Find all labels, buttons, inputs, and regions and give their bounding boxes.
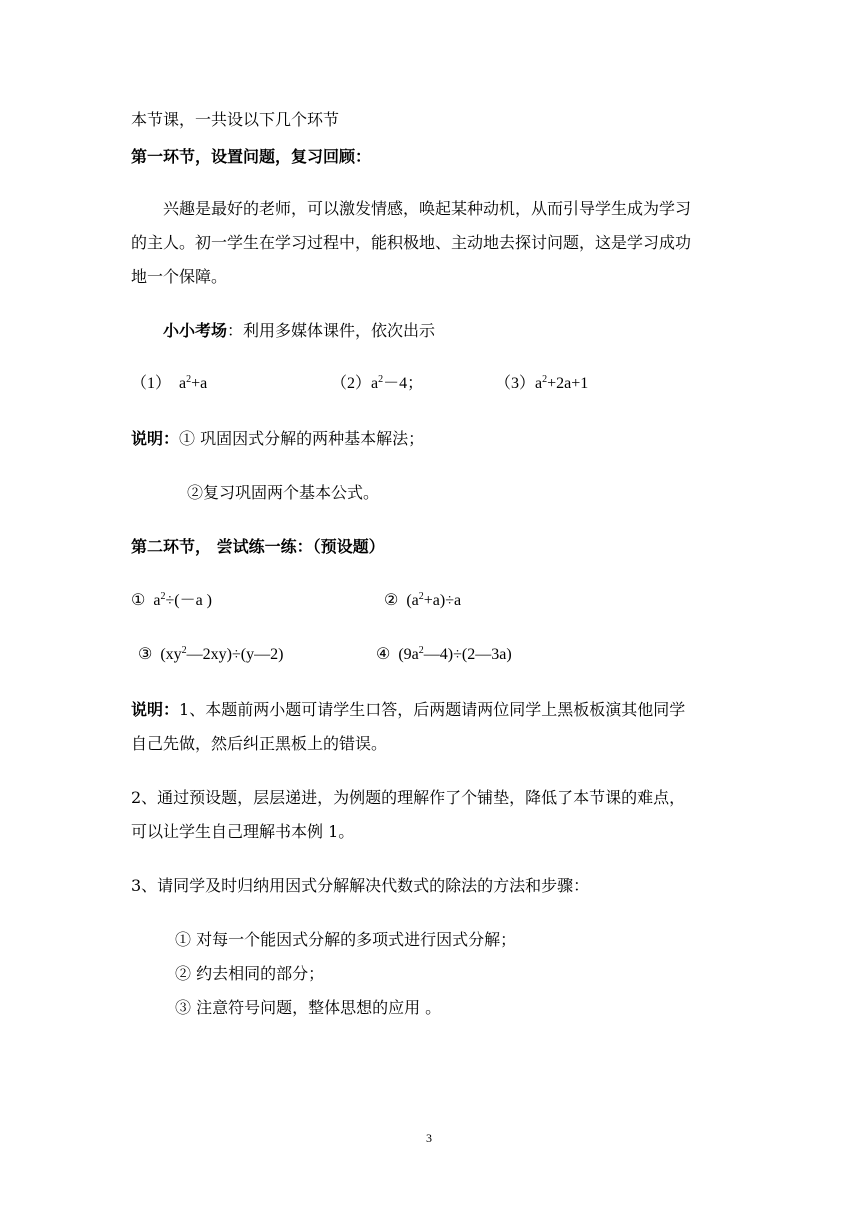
note3-line-1: 2、通过预设题，层层递进，为例题的理解作了个铺垫，降低了本节课的难点，: [131, 788, 686, 807]
step-1: ① 对每一个能因式分解的多项式进行因式分解；: [175, 930, 517, 949]
quiz-item-3: $(3)a^2+2a+1$: [495, 374, 589, 392]
exercise-2: ② $(a^2+a)\div a$: [384, 591, 462, 609]
step-2: ② 约去相同的部分；: [175, 964, 325, 983]
note1-line: 说明：① 巩固因式分解的两种基本解法；: [131, 429, 425, 448]
exercise-1: ① $a^2\div(-a$ ): [131, 591, 212, 609]
note-label: 说明：: [131, 429, 180, 448]
paragraph-line-2: 的主人。初一学生在学习过程中，能积极地、主动地去探讨问题，这是学习成功: [131, 233, 692, 252]
quiz-text: ：利用多媒体课件，依次出示: [227, 321, 436, 340]
note-label: 说明：: [131, 700, 180, 719]
note4-line: 3、请同学及时归纳用因式分解解决代数式的除法的方法和步骤：: [131, 876, 590, 895]
paragraph-line-3: 地一个保障。: [131, 267, 228, 286]
step-3: ③ 注意符号问题，整体思想的应用 。: [175, 998, 442, 1017]
section1-heading: 第一环节，设置问题，复习回顾：: [131, 147, 372, 166]
page-number: 3: [426, 1131, 432, 1145]
paragraph-line-1: 兴趣是最好的老师，可以激发情感，唤起某种动机，从而引导学生成为学习: [163, 199, 692, 218]
note3-line-2: 可以让学生自己理解书本例 1。: [131, 822, 355, 841]
quiz-line: [163, 320, 435, 342]
note2-line-1: 说明：1、本题前两小题可请学生口答，后两题请两位同学上黑板板演其他同学: [131, 700, 686, 719]
section2-heading: 第二环节， 尝试练一练：（预设题）: [131, 537, 385, 556]
intro-text: 本节课，一共设以下几个环节: [131, 110, 340, 129]
quiz-item-1: （1） $a^2+a$: [131, 374, 208, 392]
quiz-label: 小小考场: [163, 321, 228, 340]
exercise-4: ④ $(9a^2—4)\div(2—3a)$: [376, 645, 512, 663]
exercise-3: ③ $(xy^2—2xy)\div(y—2)$: [138, 645, 284, 663]
quiz-item-2: $(2)a^2-4$；: [331, 374, 424, 392]
note2-line-2: 自己先做，然后纠正黑板上的错误。: [131, 734, 388, 753]
note1-line-2: ②复习巩固两个基本公式。: [187, 483, 380, 502]
